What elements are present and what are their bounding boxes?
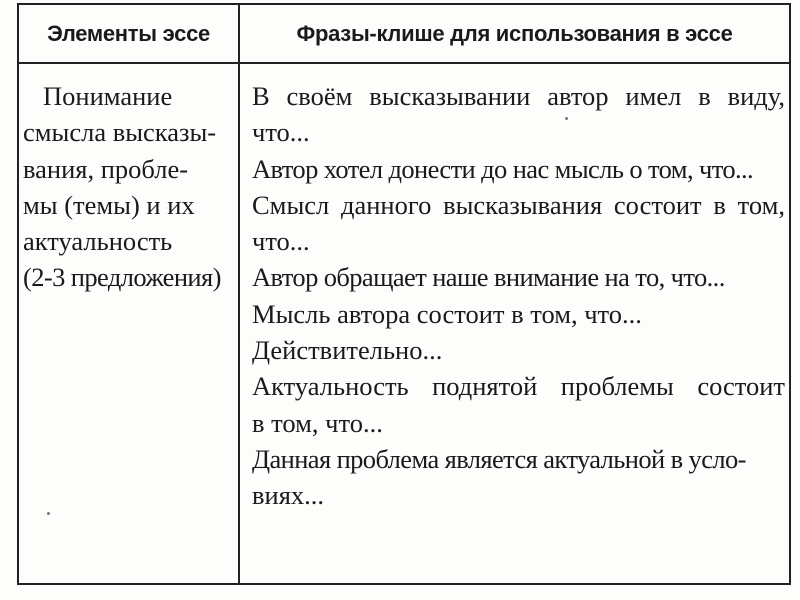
phrase-line: Автор хотел донести до нас мысль о том, что... [252,153,754,184]
header-elements: Элементы эссе [19,5,240,64]
phrase-line: Актуальность поднятой проблемы состоит [252,371,785,402]
element-line: актуальность [23,226,173,257]
phrase-line: Автор обращает наше внимание на то, что... [252,262,725,293]
phrase-line: Смысл данного высказывания состоит в том, [252,189,785,220]
phrase-line: в том, что... [252,407,383,438]
element-line: вания, пробле- [23,153,189,184]
phrase-line: В своём высказывании автор имел в виду, [252,81,785,111]
element-line: (2-3 предложения) [23,262,221,293]
scan-speck [565,117,568,120]
phrase-line: Действительно... [252,335,443,366]
phrase-line: Данная проблема является актуальной в усло- [252,443,746,474]
phrase-line: что... [252,226,310,257]
phrase-line: виях... [252,480,325,511]
element-line: Понимание [43,81,173,111]
phrase-line: что... [252,117,310,148]
elements-cell [19,64,240,583]
phrase-line: Мысль автора состоит в том, что... [252,298,642,329]
phrases-cell [240,64,789,583]
header-phrases: Фразы-клише для использования в эссе [240,5,789,64]
element-line: мы (темы) и их [23,189,195,220]
essay-phrases-table [17,3,791,585]
scan-speck [47,512,50,515]
element-line: смысла высказы- [23,117,217,148]
